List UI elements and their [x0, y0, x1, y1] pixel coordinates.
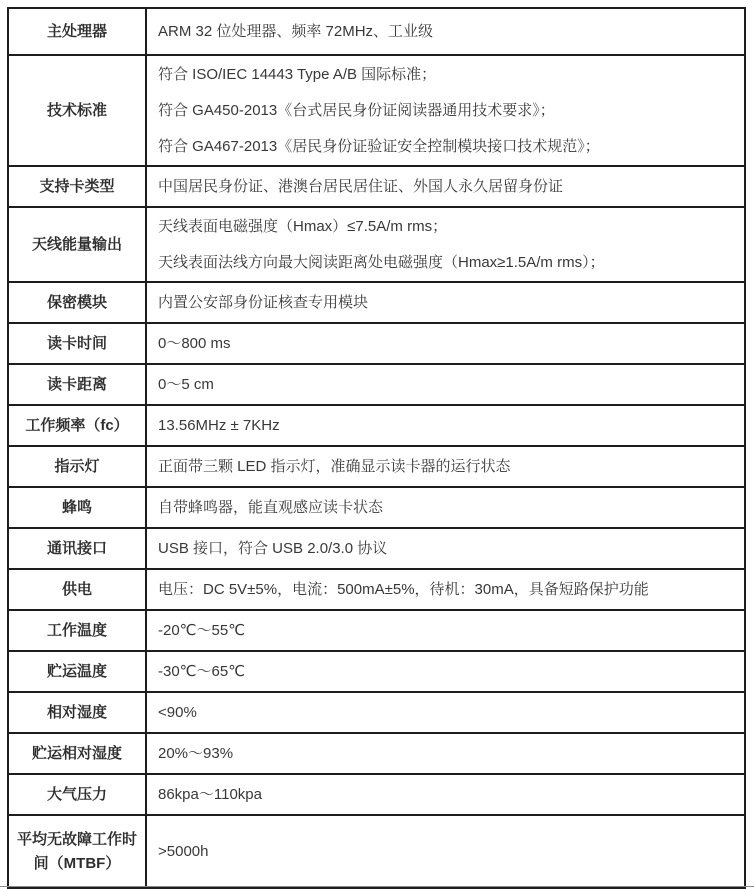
- spec-label: 读卡距离: [9, 365, 147, 404]
- table-row: [9, 609, 744, 650]
- spec-value-line: >5000h: [158, 843, 209, 860]
- spec-label: 读卡时间: [9, 324, 147, 363]
- table-row: [9, 165, 744, 206]
- spec-value: [147, 611, 744, 650]
- spec-table: [7, 7, 746, 889]
- spec-label: 主处理器: [9, 9, 147, 54]
- spec-label: 天线能量输出: [9, 208, 147, 281]
- spec-value-line: 自带蜂鸣器，能直观感应读卡状态: [158, 499, 384, 516]
- spec-label: 工作温度: [9, 611, 147, 650]
- spec-label: 大气压力: [9, 775, 147, 814]
- table-row: [9, 404, 744, 445]
- spec-value: [147, 816, 744, 887]
- spec-value-line: 符合 GA450-2013《台式居民身份证阅读器通用技术要求》；: [158, 102, 555, 119]
- spec-value: [147, 529, 744, 568]
- table-row: [9, 773, 744, 814]
- table-row: [9, 568, 744, 609]
- spec-value-line: 20%～93%: [158, 745, 234, 762]
- spec-value-line: -20℃～55℃: [158, 622, 246, 639]
- spec-label: 保密模块: [9, 283, 147, 322]
- spec-label: 贮运温度: [9, 652, 147, 691]
- table-row: [9, 281, 744, 322]
- spec-value-line: 内置公安部身份证核查专用模块: [158, 294, 369, 311]
- table-row: [9, 650, 744, 691]
- spec-value: [147, 9, 744, 54]
- spec-label: 平均无故障工作时间（MTBF）: [9, 816, 147, 887]
- spec-value: [147, 56, 744, 165]
- table-row: [9, 54, 744, 165]
- spec-value: [147, 167, 744, 206]
- spec-label: 支持卡类型: [9, 167, 147, 206]
- spec-value-line: 正面带三颗 LED 指示灯，准确显示读卡器的运行状态: [158, 458, 511, 475]
- spec-label: 通讯接口: [9, 529, 147, 568]
- spec-value: [147, 488, 744, 527]
- spec-label: 指示灯: [9, 447, 147, 486]
- spec-value-line: 天线表面电磁强度（Hmax）≤7.5A/m rms；: [158, 218, 448, 235]
- spec-value-line: 13.56MHz ± 7KHz: [158, 417, 280, 434]
- spec-value-line: 0～5 cm: [158, 376, 214, 393]
- spec-value-line: ARM 32 位处理器、频率 72MHz、工业级: [158, 23, 434, 40]
- spec-value: [147, 208, 744, 281]
- table-row: [9, 206, 744, 281]
- page-bottom-rule: [0, 886, 754, 887]
- spec-value-line: -30℃～65℃: [158, 663, 246, 680]
- table-row: [9, 527, 744, 568]
- table-row: [9, 814, 744, 887]
- spec-value-line: 中国居民身份证、港澳台居民居住证、外国人永久居留身份证: [158, 178, 564, 195]
- spec-label: 技术标准: [9, 56, 147, 165]
- spec-value: [147, 570, 744, 609]
- spec-value-line: 0～800 ms: [158, 335, 231, 352]
- spec-value-line: 符合 GA467-2013《居民身份证验证安全控制模块接口技术规范》；: [158, 138, 600, 155]
- table-row: [9, 732, 744, 773]
- table-row: [9, 691, 744, 732]
- spec-value-line: <90%: [158, 704, 197, 721]
- spec-value-line: 电压：DC 5V±5%，电流：500mA±5%，待机：30mA，具备短路保护功能: [158, 581, 649, 598]
- spec-label: 工作频率（fc）: [9, 406, 147, 445]
- table-row: [9, 486, 744, 527]
- spec-value-line: 符合 ISO/IEC 14443 Type A/B 国际标准；: [158, 66, 437, 83]
- spec-value: [147, 734, 744, 773]
- spec-value: [147, 447, 744, 486]
- spec-value-line: 86kpa～110kpa: [158, 786, 262, 803]
- table-row: [9, 322, 744, 363]
- spec-value: [147, 652, 744, 691]
- spec-label: 贮运相对湿度: [9, 734, 147, 773]
- spec-value-line: USB 接口，符合 USB 2.0/3.0 协议: [158, 540, 388, 557]
- spec-value-line: 天线表面法线方向最大阅读距离处电磁强度（Hmax≥1.5A/m rms）；: [158, 254, 605, 271]
- table-row: [9, 9, 744, 54]
- spec-label: 蜂鸣: [9, 488, 147, 527]
- spec-value: [147, 324, 744, 363]
- spec-label: 供电: [9, 570, 147, 609]
- spec-value: [147, 775, 744, 814]
- spec-value: [147, 406, 744, 445]
- spec-value: [147, 365, 744, 404]
- spec-label: 相对湿度: [9, 693, 147, 732]
- table-row: [9, 363, 744, 404]
- spec-value: [147, 283, 744, 322]
- spec-value: [147, 693, 744, 732]
- table-row: [9, 445, 744, 486]
